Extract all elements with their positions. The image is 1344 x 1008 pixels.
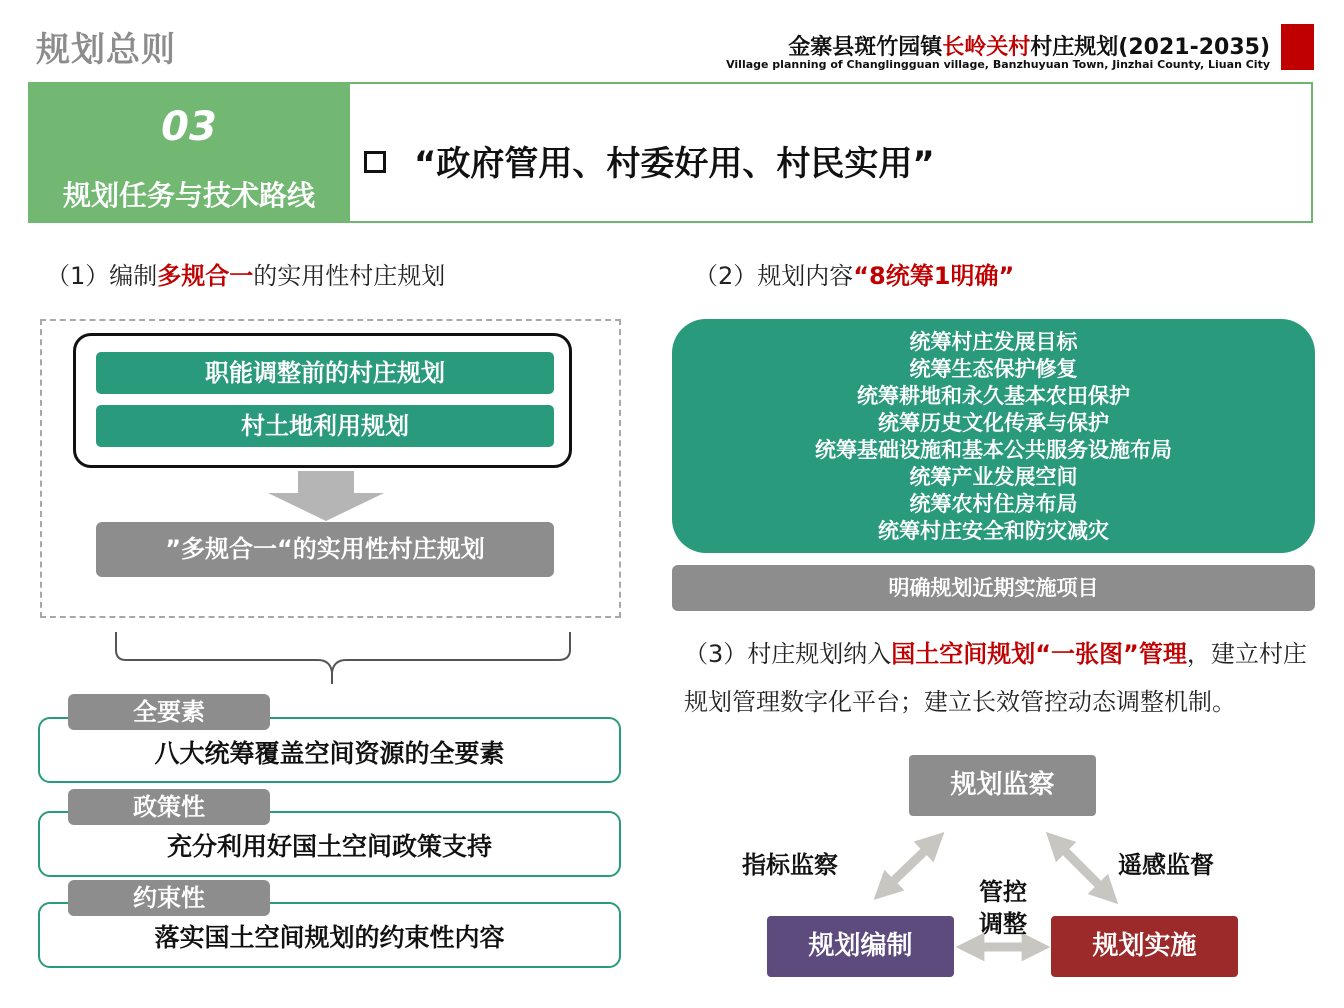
part2-heading-prefix: （2）规划内容 bbox=[694, 262, 854, 290]
section-number: 03 bbox=[161, 104, 217, 150]
part3-suffix: ，建立村庄规划管理数字化平台；建立长效管控动态调整机制。 bbox=[684, 640, 1307, 716]
cycle-node-implement: 规划实施 bbox=[1051, 916, 1238, 977]
feature-tag: 约束性 bbox=[68, 880, 270, 916]
coordination-item: 统筹村庄发展目标 bbox=[909, 330, 1078, 354]
coordination-item: 统筹历史文化传承与保护 bbox=[878, 411, 1109, 435]
input-plan-village: 职能调整前的村庄规划 bbox=[96, 352, 554, 394]
section-name: 规划任务与技术路线 bbox=[62, 179, 315, 212]
feature-text: 八大统筹覆盖空间资源的全要素 bbox=[154, 739, 505, 768]
near-term-projects-bar: 明确规划近期实施项目 bbox=[672, 565, 1315, 611]
feature-text: 落实国土空间规划的约束性内容 bbox=[154, 923, 505, 952]
feature-tag: 全要素 bbox=[68, 694, 270, 730]
part1-heading-highlight: 多规合一 bbox=[157, 262, 254, 290]
part2-heading-highlight: “8统筹1明确” bbox=[853, 262, 1015, 290]
part1-heading-prefix: （1）编制 bbox=[46, 262, 158, 290]
section-motto-text: “政府管用、村委好用、村民实用” bbox=[414, 144, 935, 184]
coordination-item: 统筹耕地和永久基本农田保护 bbox=[857, 384, 1130, 408]
cycle-label-remote-sensing: 遥感监督 bbox=[1118, 851, 1214, 879]
coordination-item: 统筹产业发展空间 bbox=[909, 465, 1078, 489]
part3-highlight: 国土空间规划“一张图”管理 bbox=[891, 640, 1187, 668]
cycle-node-compile: 规划编制 bbox=[767, 916, 954, 977]
coordination-item: 统筹村庄安全和防灾减灾 bbox=[878, 519, 1109, 543]
part1-heading-suffix: 的实用性村庄规划 bbox=[253, 262, 446, 290]
cycle-label-index-supervision: 指标监察 bbox=[742, 851, 838, 879]
cycle-node-supervision: 规划监察 bbox=[909, 755, 1096, 816]
coordination-item: 统筹农村住房布局 bbox=[909, 492, 1078, 516]
merged-plan-result: ”多规合一“的实用性村庄规划 bbox=[96, 522, 554, 577]
page-title: 规划总则 bbox=[36, 30, 176, 70]
feature-tag: 政策性 bbox=[68, 789, 270, 825]
cycle-label-control: 管控 bbox=[979, 878, 1027, 906]
part3-prefix: （3）村庄规划纳入 bbox=[684, 640, 892, 668]
project-title-village: 长岭关村 bbox=[942, 35, 1031, 60]
coordination-item: 统筹基础设施和基本公共服务设施布局 bbox=[815, 438, 1172, 462]
feature-text: 充分利用好国土空间政策支持 bbox=[166, 832, 492, 861]
input-plan-landuse: 村土地利用规划 bbox=[96, 405, 554, 447]
coordination-item: 统筹生态保护修复 bbox=[909, 357, 1078, 381]
project-title-suffix: 村庄规划(2021-2035) bbox=[1030, 35, 1270, 60]
project-title-prefix: 金寨县斑竹园镇 bbox=[788, 35, 943, 60]
cycle-label-control-adjust bbox=[975, 876, 1031, 940]
project-title-english: Village planning of Changlingguan village, Banzhuyuan Town, Jinzhai County, Liuan City bbox=[726, 58, 1270, 71]
cycle-label-adjust: 调整 bbox=[979, 910, 1027, 938]
